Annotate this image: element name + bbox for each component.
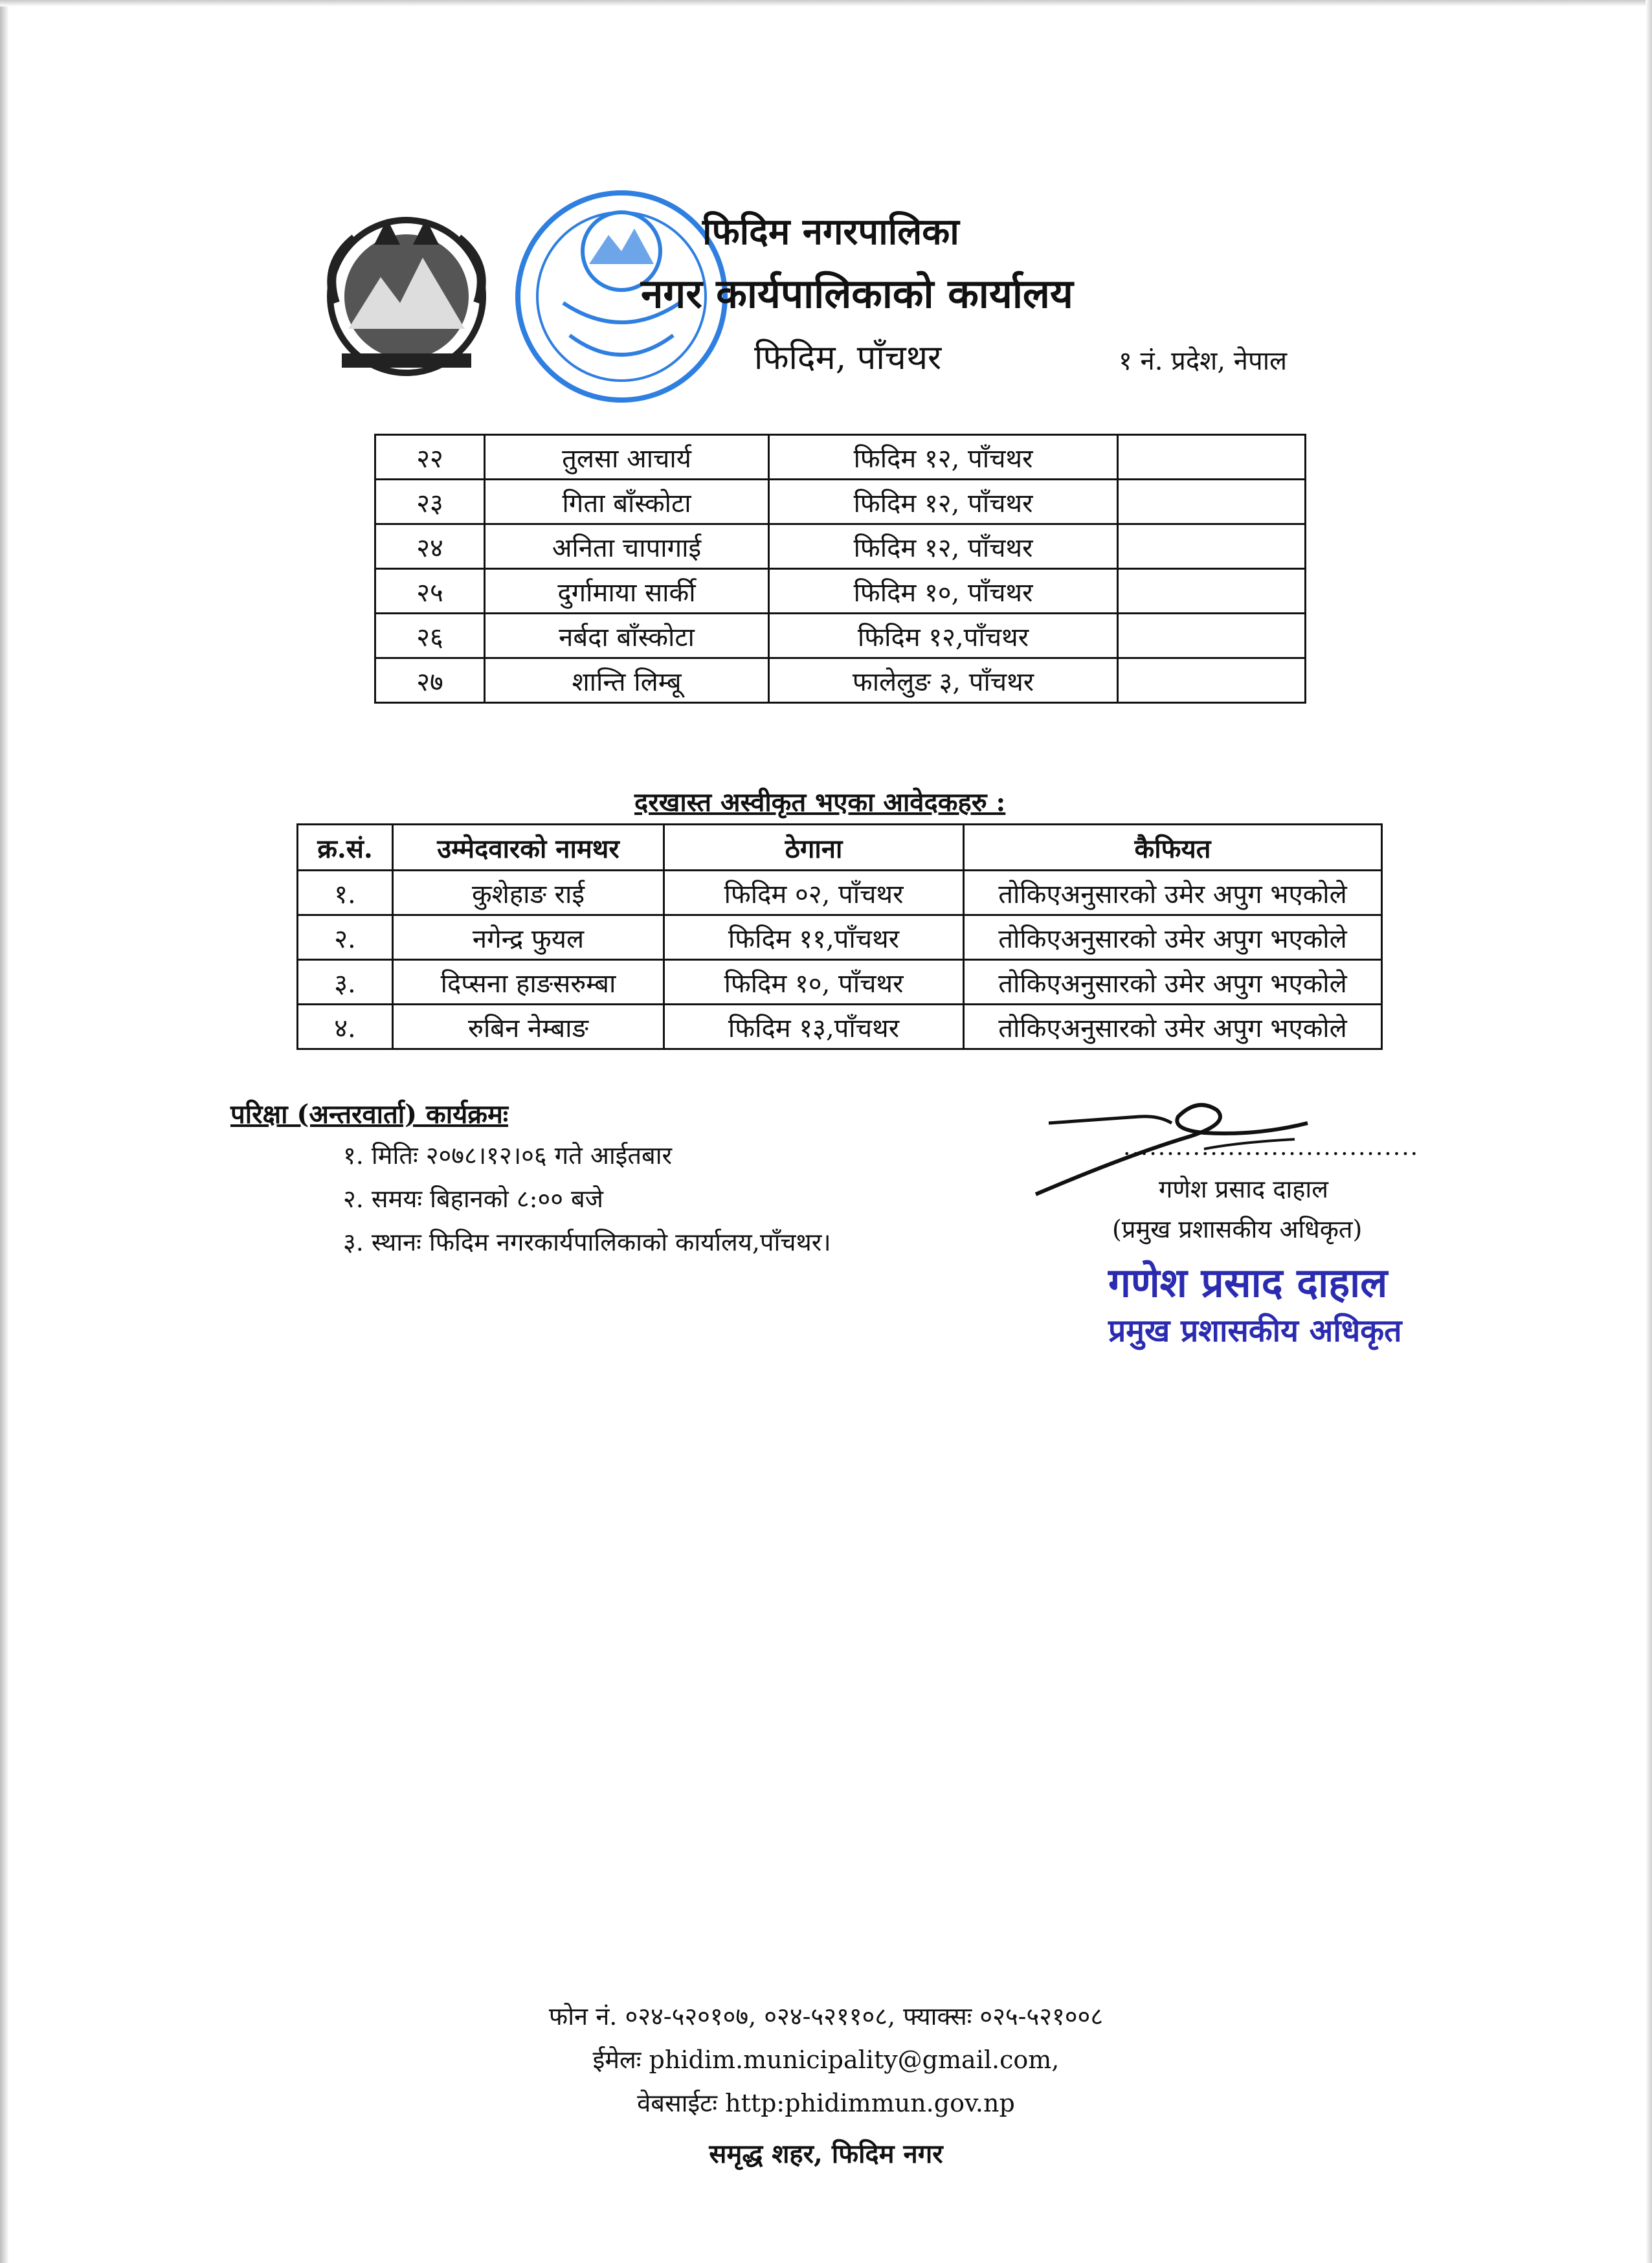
name-cell: नर्बदा बाँस्कोटा: [485, 614, 769, 658]
scan-edge-right: [1646, 0, 1652, 2263]
name-cell: दुर्गामाया सार्की: [485, 569, 769, 614]
table-row: [298, 1005, 1382, 1049]
office-name: फिदिम नगरपालिका: [702, 210, 959, 253]
table-header-row: [298, 825, 1382, 871]
address-cell: फिदिम १३,पाँचथर: [664, 1005, 964, 1049]
sn-cell: २५: [375, 569, 485, 614]
sn-cell: २६: [375, 614, 485, 658]
remarks-cell: [1118, 480, 1306, 524]
column-header: ठेगाना: [664, 825, 964, 871]
footer-website: वेबसाईटः http:phidimmun.gov.np: [637, 2089, 1015, 2117]
address-cell: फिदिम ०२, पाँचथर: [664, 871, 964, 915]
column-header: कैफियत: [964, 825, 1382, 871]
name-cell: तुलसा आचार्य: [485, 435, 769, 480]
name-cell: नगेन्द्र फुयल: [393, 915, 664, 960]
name-cell: कुशेहाङ राई: [393, 871, 664, 915]
footer-motto: समृद्ध शहर, फिदिम नगर: [709, 2139, 943, 2169]
designation-stamp: प्रमुख प्रशासकीय अधिकृत: [1108, 1313, 1402, 1349]
signature-line: ..................................: [1123, 1134, 1420, 1161]
sn-cell: २३: [375, 480, 485, 524]
remarks-cell: [1118, 658, 1306, 703]
rejected-applicants-table: [296, 823, 1383, 1050]
address-cell: फिदिम १२,पाँचथर: [769, 614, 1118, 658]
exam-schedule-heading: परिक्षा (अन्तरवार्ता) कार्यक्रमः: [230, 1099, 508, 1130]
address-cell: फिदिम १०, पाँचथर: [769, 569, 1118, 614]
office-province: १ नं. प्रदेश, नेपाल: [1119, 346, 1288, 376]
table-row: [375, 435, 1306, 480]
exam-time: २. समयः बिहानको ८:०० बजे: [343, 1185, 603, 1213]
table-row: [298, 960, 1382, 1005]
name-stamp: गणेश प्रसाद दाहाल: [1108, 1259, 1388, 1306]
column-header: उम्मेदवारको नामथर: [393, 825, 664, 871]
table-row: [375, 524, 1306, 569]
remarks-cell: [1118, 524, 1306, 569]
selected-applicants-table: [374, 434, 1306, 704]
table-row: [298, 871, 1382, 915]
footer-email: ईमेलः phidim.municipality@gmail.com,: [592, 2046, 1060, 2074]
remarks-cell: [1118, 614, 1306, 658]
address-cell: फालेलुङ ३, पाँचथर: [769, 658, 1118, 703]
sn-cell: १.: [298, 871, 393, 915]
sn-cell: ४.: [298, 1005, 393, 1049]
address-cell: फिदिम १२, पाँचथर: [769, 480, 1118, 524]
table-row: [375, 569, 1306, 614]
sn-cell: २७: [375, 658, 485, 703]
rejected-heading: दरखास्त अस्वीकृत भएका आवेदकहरु :: [634, 787, 1006, 818]
column-header: क्र.सं.: [298, 825, 393, 871]
signatory-name: गणेश प्रसाद दाहाल: [1159, 1175, 1329, 1203]
scan-edge-left: [0, 0, 9, 2263]
table-row: [375, 614, 1306, 658]
sn-cell: २.: [298, 915, 393, 960]
remarks-cell: तोकिएअनुसारको उमेर अपुग भएकोले: [964, 871, 1382, 915]
address-cell: फिदिम १२, पाँचथर: [769, 524, 1118, 569]
office-title: नगर कार्यपालिकाको कार्यालय: [641, 270, 1073, 317]
name-cell: गिता बाँस्कोटा: [485, 480, 769, 524]
sn-cell: २२: [375, 435, 485, 480]
address-cell: फिदिम ११,पाँचथर: [664, 915, 964, 960]
sn-cell: २४: [375, 524, 485, 569]
remarks-cell: तोकिएअनुसारको उमेर अपुग भएकोले: [964, 1005, 1382, 1049]
table-row: [298, 915, 1382, 960]
footer-phone: फोन नं. ०२४-५२०१०७, ०२४-५२११०८, फ्याक्सः ०२५-५२१००८: [548, 2002, 1104, 2031]
sn-cell: ३.: [298, 960, 393, 1005]
remarks-cell: तोकिएअनुसारको उमेर अपुग भएकोले: [964, 960, 1382, 1005]
address-cell: फिदिम १०, पाँचथर: [664, 960, 964, 1005]
remarks-cell: [1118, 569, 1306, 614]
name-cell: अनिता चापागाई: [485, 524, 769, 569]
table-row: [375, 480, 1306, 524]
name-cell: शान्ति लिम्बू: [485, 658, 769, 703]
exam-date: १. मितिः २०७८।१२।०६ गते आईतबार: [343, 1141, 673, 1170]
remarks-cell: तोकिएअनुसारको उमेर अपुग भएकोले: [964, 915, 1382, 960]
address-cell: फिदिम १२, पाँचथर: [769, 435, 1118, 480]
office-location: फिदिम, पाँचथर: [754, 339, 942, 377]
name-cell: रुबिन नेम्बाङ: [393, 1005, 664, 1049]
exam-venue: ३. स्थानः फिदिम नगरकार्यपालिकाको कार्यालय,पाँचथर।: [343, 1228, 831, 1256]
table-row: [375, 658, 1306, 703]
remarks-cell: [1118, 435, 1306, 480]
government-emblem-icon: [303, 206, 510, 381]
scan-edge-top: [0, 0, 1652, 6]
name-cell: दिप्सना हाङसरुम्बा: [393, 960, 664, 1005]
signatory-designation: (प्रमुख प्रशासकीय अधिकृत): [1112, 1215, 1363, 1243]
